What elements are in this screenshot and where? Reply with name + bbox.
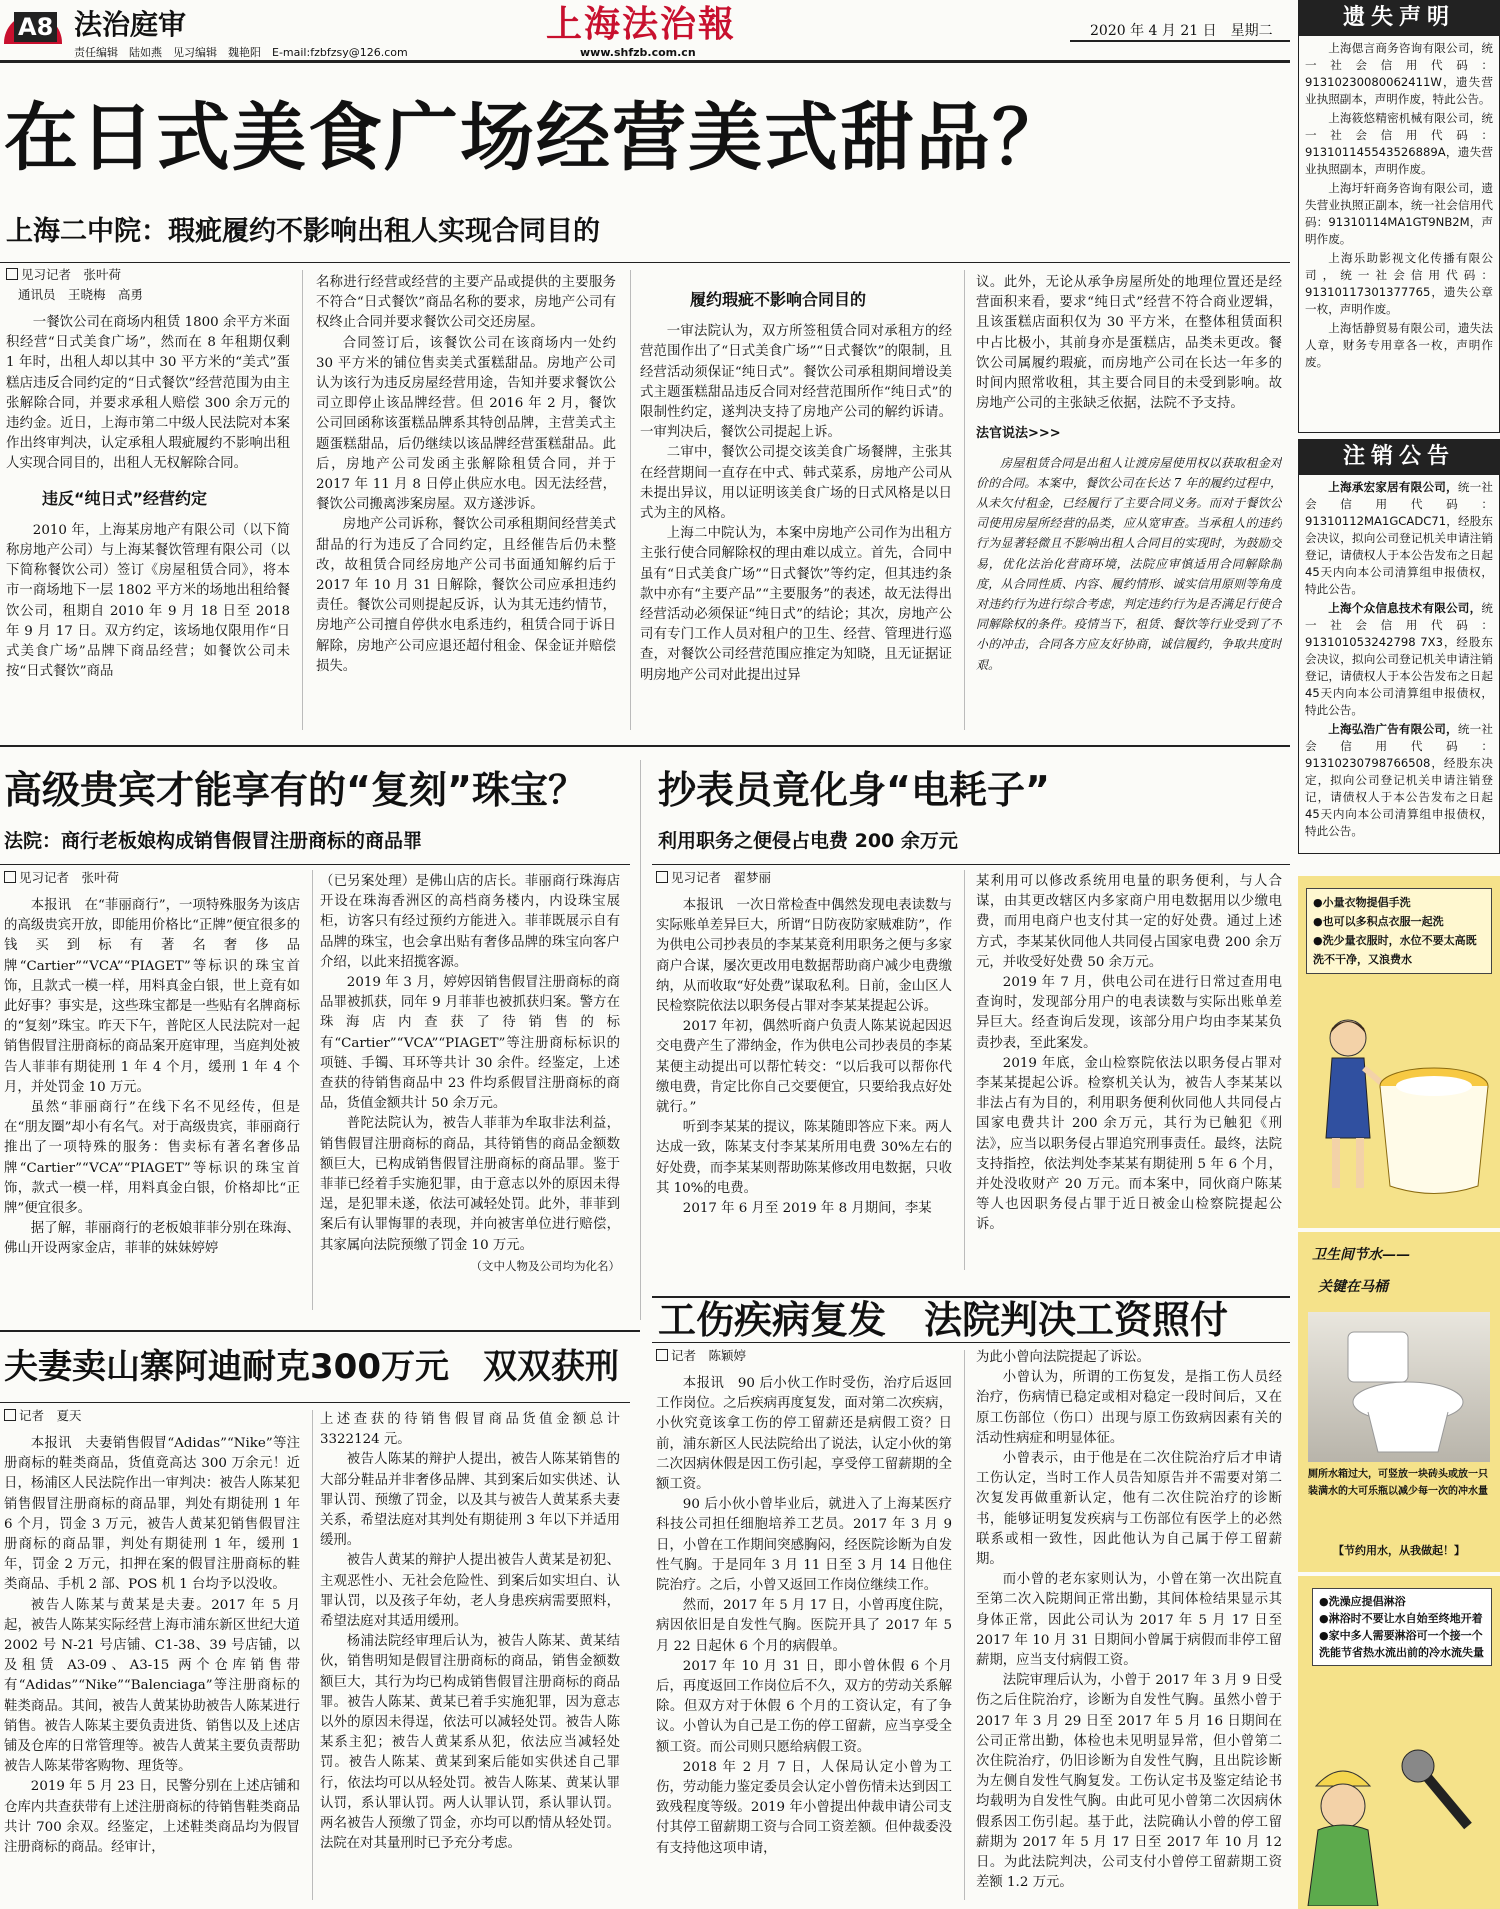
ad-heading-1: 卫生间节水—— (1312, 1247, 1410, 1263)
lost-notice-item: 上海圩轩商务咨询有限公司，遗失营业执照正副本，统一社会信用代码：91310114MA1GT9NB2M，声明作废。 (1305, 181, 1493, 246)
ad-slogan: 【节约用水，从我做起！】 (1333, 1544, 1465, 1557)
lead-paragraph: 名称进行经营或经营的主要产品或提供的主要服务不符合“日式餐饮”商品名称的要求，房地产公司有权终止合同并要求餐饮公司交还房屋。 (316, 275, 616, 331)
meter-headline: 抄表员竟化身“电耗子” (658, 768, 1050, 812)
cancel-notice-title: 注销公告 (1298, 439, 1500, 475)
adidas-deck-rule (0, 1402, 630, 1403)
lost-notice-item: 上海恬静贸易有限公司，遗失法人章，财务专用章各一枚，声明作废。 (1305, 321, 1493, 369)
page-number-badge (4, 6, 62, 44)
meter-deck-rule (652, 864, 1290, 865)
adidas-paragraph: 被告人陈某的辩护人提出，被告人陈某销售的大部分鞋品并非奢侈品牌、其到案后如实供述、认罪认罚、预缴了罚金，以及其与被告人黄某系夫妻关系，希望法庭对其判处有期徒刑 3 年以下并适用缓刑。 (320, 1452, 620, 1549)
column-divider (312, 1410, 313, 1900)
cancel-company-name: 上海弘浩广告有限公司， (1328, 722, 1458, 736)
lead-paragraph: 二审中，餐饮公司提交该美食广场餐牌，主张其在经营期间一直存在中式、韩式菜系，房地产公司从未提出异议，用以证明该美食广场的日式风格是以日式为主的风格。 (640, 445, 952, 522)
lost-notice-item: 上海筱悠精密机械有限公司，统一社会信用代码：913101145543526889A，遗失营业执照副本，声明作废。 (1305, 111, 1493, 176)
ad-tip: ●洗少量衣服时，水位不要太高既洗不干净，又浪费水 (1313, 934, 1477, 966)
injury-paragraph: 小曾表示，由于他是在二次住院治疗后才申请工伤认定，当时工作人员告知原告并不需要对第二次复发再做重新认定，他有二次住院治疗的诊断书，能够证明复发疾病与工伤部位有医学上的必然联系或相一致性，因此他认为自己属于停工留薪期。 (976, 1451, 1282, 1568)
jewelry-column-2 (320, 872, 620, 1332)
adidas-paragraph: 2019 年 5 月 23 日，民警分别在上述店铺和仓库内共查获带有上述注册商标的待销售鞋类商品共计 700 余双。经鉴定，上述鞋类商品均为假冒注册商标的商品。经审计， (4, 1779, 300, 1856)
adidas-byline (4, 1406, 300, 1426)
issue-date: 2020 年 4 月 21 日 星期二 (1090, 23, 1273, 39)
lost-notice-title: 遗失声明 (1298, 0, 1500, 36)
jewelry-deck: 法院：商行老板娘构成销售假冒注册商标的商品罪 (4, 830, 423, 852)
toilet-icon (1308, 1312, 1490, 1462)
meter-deck: 利用职务之便侵占电费 200 余万元 (658, 830, 958, 852)
adidas-reporter: 记者 夏天 (19, 1408, 82, 1423)
lead-subhead-2: 履约瑕疵不影响合同目的 (690, 290, 867, 309)
meter-paragraph: 2019 年 7 月，供电公司在进行日常过查用电查询时，发现部分用户的电表读数与实际出账单差异巨大。经查询后发现，该部分用户均由李某某负责抄表，至此案发。 (976, 975, 1282, 1051)
lost-notice-item: 上海乐助影视文化传播有限公司，统一社会信用代码：91310117301377765，遗失公章一枚，声明作废。 (1305, 251, 1493, 316)
injury-paragraph: 然而，2017 年 5 月 17 日，小曾再度住院，病因依旧是自发性气胸。医院开具了 2017 年 5 月 22 日起休 6 个月的病假单。 (656, 1598, 952, 1654)
adidas-headline: 夫妻卖山寨阿迪耐克300万元 双双获刑 (4, 1347, 619, 1387)
jewelry-byline (4, 868, 300, 888)
lost-notice-item: 上海偲言商务咨询有限公司，统一社会信用代码：91310230080062411W，遗失营业执照副本，声明作废，特此公告。 (1305, 41, 1493, 106)
column-divider (964, 870, 965, 1270)
lead-paragraph: 2010 年，上海某房地产有限公司（以下简称房地产公司）与上海某餐饮管理有限公司（以下简称餐饮公司）签订《房屋租赁合同》，将本市一商场地下一层 1802 平方米的场地出租给餐饮公司，租期自 2010 年 9 月 18 日至 2018 年 9 月 17 日。双方约定，该场地仅限用作“日式美食广场”品牌下商品经营；如餐饮公司未按“日式餐饮”商品 (6, 522, 290, 680)
lead-paragraph: 一餐饮公司在商场内租赁 1800 余平方米面积经营“日式美食广场”，然而在 8 年租期仅剩 1 年时，出租人却以其中 30 平方米的“美式”蛋糕店违反合同约定的“日式餐饮”经营范围为由主张解除合同，并要求承租人赔偿 300 余万元的违约金。近日，上海市第二中级人民法院对本案作出终审判决，认定承租人瑕疵履约不影响出租人实现合同目的，出租人无权解除合同。 (6, 315, 290, 472)
meter-paragraph: 2017 年 6 月至 2019 年 8 月期间，李某 (682, 1201, 932, 1217)
sidebar (1298, 0, 1500, 1909)
injury-paragraph: 本报讯 90 后小伙工作时受伤，治疗后返回工作岗位。之后疾病再度复发，面对第二次疾病，小伙究竟该拿工伤的停工留薪还是病假工资？日前，浦东新区人民法院给出了说法，认定小伙的第二次因病休假是因工伤引起，享受停工留薪期的全额工资。 (656, 1376, 952, 1493)
lead-reporter: 见习记者 张叶荷 (21, 267, 122, 282)
lead-subhead-1: 违反“纯日式”经营约定 (42, 488, 208, 508)
washing-machine-icon (1374, 1056, 1494, 1206)
cancel-company-name: 上海承宏家居有限公司， (1328, 480, 1458, 494)
injury-paragraph: 法院审理后认为，小曾于 2017 年 3 月 9 日受伤之后住院治疗，诊断为自发性气胸。虽然小曾于 2017 年 3 月 29 日至 2017 年 5 月 16 日期间在公司正常出勤，体检也未见明显异常，但小曾第二次住院治疗，仍旧诊断为自发性气胸，且出院诊断为左侧自发性气胸复发。工伤认定书及鉴定结论书均载明为自发性气胸。由此可见小曾第二次因病休假系因工伤引起。基于此，法院确认小曾的停工留薪期为 2017 年 5 月 17 日至 2017 年 10 月 12 日。为此法院判决，公司支付小曾停工留薪期工资差额 1.2 万元。 (976, 1673, 1282, 1891)
byline-square-icon (4, 871, 16, 883)
lead-paragraph: 上海二中院认为，本案中房地产公司作为出租方主张行使合同解除权的理由难以成立。首先，合同中虽有“日式美食广场”“日式餐饮”等约定，但其违约条款中亦有“主要产品”“主要服务”的表述，故无法得出经营活动必须保证“纯日式”的结论；其次，房地产公司有专门工作人员对租户的卫生、经营、管理进行巡查，对餐饮公司经营范围应推定为知晓，且无证据证明房地产公司对此提出过异 (640, 526, 952, 683)
jewelry-headline: 高级贵宾才能享有的“复刻”珠宝？ (4, 768, 586, 812)
lead-column-3 (640, 290, 952, 735)
water-saving-ad-shower (1298, 1576, 1500, 1909)
masthead-rule-thin (1070, 40, 1290, 42)
jewelry-paragraph: 虽然“菲丽商行”在线下名不见经传，但是在“朋友圈”却小有名气。对于高级贵宾，菲丽商行推出了一项特殊的服务：售卖标有著名奢侈品牌“Cartier”“VCA”“PIAGET”等标识的珠宝首饰，款式一模一样，用料真金白银，价格却比“正牌”便宜很多。 (4, 1100, 300, 1217)
cancel-company-name: 上海个众信息技术有限公司， (1328, 601, 1482, 615)
injury-paragraph: 为此小曾向法院提起了诉讼。 (976, 1350, 1151, 1365)
adidas-column-2 (320, 1410, 620, 1906)
cancel-notice-item (1305, 600, 1493, 719)
section-title: 法治庭审 (74, 8, 187, 41)
adidas-paragraph: 杨浦法院经审理后认为，被告人陈某、黄某结伙，销售明知是假冒注册商标的商品，销售金额数额巨大，其行为均已构成销售假冒注册商标的商品罪。被告人陈某、黄某已着手实施犯罪，因为意志以外的原因未得逞，依法可以减轻处罚。被告人陈某系主犯；被告人黄某系从犯，依法应当减轻处罚。被告人陈某、黄某到案后能如实供述自己罪行，依法均可以从轻处罚。被告人陈某、黄某认罪认罚，系认罪认罚。两人认罪认罚，系认罪认罚。两名被告人预缴了罚金，亦均可以酌情从轻处罚。法院在对其量刑时已予充分考虑。 (320, 1634, 620, 1852)
ad-heading-2: 关键在马桶 (1318, 1279, 1388, 1295)
lead-headline: 在日式美食广场经营美式甜品？ (4, 95, 1068, 181)
meter-paragraph: 本报讯 一次日常检查中偶然发现电表读数与实际账单差异巨大，所谓“日防夜防家贼难防”，作为供电公司抄表员的李某某竟利用职务之便与多家商户合谋，屡次更改用电数据帮助商户减少电费缴纳，从而收取“好处费”谋取私利。日前，金山区人民检察院依法以职务侵占罪对李某某提起公诉。 (656, 898, 952, 1015)
ad-tips-box (1312, 1588, 1492, 1666)
column-divider (302, 270, 303, 730)
lead-column-2 (316, 273, 616, 735)
ad-tips-box (1306, 888, 1492, 974)
injury-reporter: 记者 陈颖婷 (671, 1348, 747, 1363)
byline-square-icon (656, 871, 668, 883)
section-rule (0, 1330, 640, 1332)
masthead-rule (0, 60, 1290, 63)
jewelry-paragraph: 据了解，菲丽商行的老板娘菲菲分别在珠海、佛山开设两家金店，菲菲的妹妹婷婷 (4, 1221, 300, 1257)
lead-byline-2: 通讯员 王晓梅 高勇 (18, 287, 144, 302)
editors-line: 责任编辑 陆如燕 见习编辑 魏艳阳 E-mail:fzbfzsy@126.com (74, 46, 408, 59)
paper-url: www.shfzb.com.cn (580, 46, 696, 59)
cancel-notice-list (1298, 475, 1500, 854)
woman-shower-illustration (1298, 1746, 1500, 1906)
water-saving-ad-laundry (1298, 876, 1500, 1228)
column-divider (640, 760, 641, 1320)
column-divider (312, 870, 313, 1310)
meter-column-1 (656, 868, 952, 1288)
meter-paragraph: 听到李某某的提议，陈某随即答应下来。两人达成一致，陈某支付李某某所用电费 30%左右的好处费，而李某某则帮助陈某修改用电数据，只收其 10%的电费。 (656, 1120, 952, 1196)
lead-column-1 (6, 265, 290, 735)
lead-paragraph: 房地产公司诉称，餐饮公司承租期间经营美式甜品的行为违反了合同约定，且经催告后仍未整改，故租赁合同经房地产公司书面通知解约后于 2017 年 10 月 31 日解除，餐饮公司应承担违约责任。餐饮公司则提起反诉，认为其无违约情节，房地产公司擅自停供水电系违约，租赁合同于诉日解除，房地产公司应退还超付租金、保金证并赔偿损失。 (316, 517, 616, 674)
injury-paragraph: 小曾认为，所谓的工伤复发，是指工伤人员经治疗，伤病情已稳定或相对稳定一段时间后，又在原工伤部位（伤口）出现与原工伤致病因素有关的活动性病症和明显体征。 (976, 1370, 1282, 1446)
cancel-notice-text: 统一社会信用代码：913101053242798 7X3，经股东会决议，拟向公司登记机关申请注销登记，请债权人于本公告发布之日起45天内向本公司清算组申报债权，特此公告。 (1305, 601, 1493, 717)
byline-square-icon (4, 1409, 16, 1421)
adidas-paragraph: 上述查获的待销售假冒商品货值金额总计 3322124 元。 (320, 1412, 620, 1448)
jewelry-column-1 (4, 868, 300, 1328)
jewelry-paragraph: 本报讯 在“菲丽商行”，一项特殊服务为该店的高级贵宾开放，即能用价格比“正牌”便宜很多的钱买到标有著名奢侈品牌“Cartier”“VCA”“PIAGET”等标识的珠宝首饰，且款式一模一样，用料真金白银，世上竟有如此好事？事实是，这些珠宝都是一些贴有名牌商标的“复刻”珠宝。昨天下午，普陀区人民法院对一起销售假冒注册商标的商品案开庭审理，当庭判处被告人菲菲有期徒刑 1 年 4 个月，缓刑 1 年 4 个月，并处罚金 10 万元。 (4, 898, 300, 1095)
ad-tip: ●淋浴时不要让水自始至终地开着 (1319, 1612, 1483, 1625)
injury-paragraph: 2018 年 2 月 7 日，人保局认定小曾为工伤，劳动能力鉴定委员会认定小曾伤情未达到因工致残程度等级。2019 年小曾提出仲裁申请公司支付其停工留薪期工资与合同工资差额。但仲裁委没有支持他这项申请， (656, 1759, 952, 1856)
injury-paragraph: 90 后小伙小曾毕业后，就进入了上海某医疗科技公司担任细胞培养工艺员。2017 年 3 月 9 日，小曾在工作期间突感胸闷，经医院诊断为自发性气胸。于是同年 3 月 11 日至 3 月 14 日他住院治疗。之后，小曾又返回工作岗位继续工作。 (656, 1497, 952, 1594)
column-divider (964, 1350, 965, 1900)
jewelry-paragraph: （已另案处理）是佛山店的店长。菲丽商行珠海店开设在珠海香洲区的高档商务楼内，内设珠宝展柜，访客只有经过预约方能进入。菲菲既展示自有品牌的珠宝，也会拿出贴有奢侈品牌的珠宝向客户介绍，以此来招揽客源。 (320, 874, 620, 970)
adidas-column-1 (4, 1406, 300, 1906)
injury-paragraph: 而小曾的老东家则认为，小曾在第一次出院直至第二次入院期间正常出勤，其间体检结果显示其身体正常，因此公司认为 2017 年 5 月 17 日至 2017 年 10 月 31 日期间小曾属于病假而非停工留薪期，应当支付病假工资。 (976, 1572, 1282, 1669)
ad-tip: ●小量衣物提倡手洗 (1313, 896, 1411, 909)
jewelry-paragraph: 普陀法院认为，被告人菲菲为牟取非法利益，销售假冒注册商标的商品，其待销售的商品金额数额巨大，已构成销售假冒注册商标的商品罪。鉴于菲菲已经着手实施犯罪，由于意志以外的原因未得逞，是犯罪未遂，依法可减轻处罚。此外，菲菲到案后有认罪悔罪的表现，并向被害单位进行赔偿，其家属向法院预缴了罚金 10 万元。 (320, 1116, 620, 1253)
byline-square-icon (6, 268, 18, 280)
meter-paragraph: 2019 年底，金山检察院依法以职务侵占罪对李某某提起公诉。检察机关认为，被告人李某某以非法占有为目的，利用职务便利伙同他人共同侵占国家电费共计 200 余万元，其行为已触犯《刑法》，应当以职务侵占罪追究刑事责任。最终，法院支持指控，依法判处李某某有期徒刑 5 年 6 个月，并处没收财产 20 万元。而本案中，同伙商户陈某等人也因职务侵占罪于近日被金山检察院提起公诉。 (976, 1055, 1282, 1233)
injury-deck-rule (652, 1342, 1290, 1343)
injury-byline (656, 1346, 952, 1366)
ad-caption: 厕所水箱过大，可竖放一块砖头或放一只装满水的大可乐瓶以减少每一次的冲水量 (1308, 1469, 1488, 1497)
paper-name: 上海法治報 (546, 3, 737, 45)
cancel-notice-item (1305, 479, 1493, 598)
jewelry-paragraph: 2019 年 3 月，婷婷因销售假冒注册商标的商品罪被抓获，同年 9 月菲菲也被抓获归案。警方在珠海店内查获了待销售的标有“Cartier”“VCA”“PIAGET”等注册商标标识的项链、手镯、耳环等共计 30 余件。经鉴定，上述查获的待销售商品中 23 件均系假冒注册商标的商品，货值金额共计 50 余万元。 (320, 975, 620, 1112)
meter-paragraph: 2017 年初，偶然听商户负责人陈某说起因迟交电费产生了滞纳金，作为供电公司抄表员的李某某便主动提出可以帮忙转交：“以后我可以帮你代缴电费，肯定比你自己交要便宜，只要给我点好处就行。” (656, 1019, 952, 1116)
lead-deck: 上海二中院：瑕疵履约不影响出租人实现合同目的 (6, 216, 600, 247)
page-number: A8 (14, 12, 57, 42)
ad-tip: ●也可以多积点衣服一起洗 (1313, 915, 1444, 928)
jewelry-reporter: 见习记者 张叶荷 (19, 870, 120, 885)
jewelry-deck-rule (0, 864, 630, 865)
byline-square-icon (656, 1349, 668, 1361)
meter-column-2 (976, 872, 1282, 1290)
lead-column-4 (976, 273, 1282, 735)
injury-paragraph: 2017 年 10 月 31 日，即小曾休假 6 个月后，再度返回工作岗位后不久，双方的劳动关系解除。但双方对于休假 6 个月的工资认定，有了争议。小曾认为自己是工伤的停工留薪，应当享受全额工资。而公司则只愿给病假工资。 (656, 1658, 952, 1755)
toilet-photo (1308, 1312, 1490, 1462)
injury-column-1 (656, 1346, 952, 1906)
cancel-notice-text: 统一社会信用代码：91310230798766508，经股东决定，拟向公司登记机关申请注销登记，请债权人于本公告发布之日起45天内向本公司清算组申报债权，特此公告。 (1305, 722, 1493, 838)
cancel-notice-item (1305, 721, 1493, 840)
judge-says-label: 法官说法>>> (976, 426, 1061, 442)
lost-notice-list (1298, 36, 1500, 433)
adidas-paragraph: 本报讯 夫妻销售假冒“Adidas”“Nike”等注册商标的鞋类商品，货值竟高达 300 万余元！近日，杨浦区人民法院作出一审判决：被告人陈某犯销售假冒注册商标的商品罪，判处有期徒刑 1 年 6 个月，罚金 3 万元，被告人黄某犯销售假冒注册商标的商品罪，判处有期徒刑 1 年，缓刑 1 年，罚金 2 万元，扣押在案的假冒注册商标的鞋类商品、手机 2 部、POS 机 1 台均予以没收。 (4, 1436, 300, 1593)
lead-byline (6, 265, 290, 285)
adidas-paragraph: 被告人黄某的辩护人提出被告人黄某是初犯、主观恶性小、无社会危险性、到案后如实坦白、认罪认罚，以及孩子年幼，老人身患疾病需要照料，希望法庭对其适用缓刑。 (320, 1553, 620, 1630)
cancel-notice-text: 统一社会信用代码：91310112MA1GCADC71，经股东会决议，拟向公司登记机关申请注销登记，请债权人于本公告发布之日起45天内向本公司清算组申报债权，特此公告。 (1305, 480, 1493, 596)
column-divider (964, 270, 965, 730)
injury-column-2 (976, 1348, 1282, 1906)
injury-headline: 工伤疾病复发 法院判决工资照付 (658, 1298, 1229, 1342)
lead-paragraph: 合同签订后，该餐饮公司在该商场内一处约 30 平方米的铺位售卖美式蛋糕甜品。房地产公司认为该行为违反房屋经营用途，告知并要求餐饮公司立即停止该品牌经营。但 2016 年 2 月，餐饮公司回函称该蛋糕品牌系其特创品牌，主营美式主题蛋糕甜品，后仍继续以该品牌经营蛋糕甜品。此后，房地产公司发函主张解除租赁合同，并于 2017 年 11 月 8 日停止供应水电。因无法经营，餐饮公司搬离涉案房屋。双方遂涉诉。 (316, 335, 616, 513)
meter-paragraph: 某利用可以修改系统用电量的职务便利，与人合谋，由其更改辖区内多家商户用电数据用以少缴电费，而用电商户也支付其一定的好处费。通过上述方式，李某某伙同他人共同侵占国家电费 200 余万元，并收受好处费 50 余万元。 (976, 874, 1282, 970)
ad-tip: ●洗澡应提倡淋浴 (1319, 1595, 1406, 1608)
judge-commentary: 房屋租赁合同是出租人让渡房屋使用权以获取租金对价的合同。本案中，餐饮公司在长达 7 年的履约过程中，从未欠付租金，已经履行了主要合同义务。而对于餐饮公司使用房屋所经营的品类，应从宽审查。当承租人的违约行为显著轻微且不影响出租人合同目的实现时，为鼓励交易，优化法治化营商环境，法院应审慎适用合同解除制度，从合同性质、内容、履约情形、诚实信用原则等角度对违约行为进行综合考虑，判定违约行为是否满足行使合同解除权的条件。疫情当下，租赁、餐饮等行业受到了不小的冲击，合同各方应友好协商，诚信履约，争取共度时艰。 (976, 455, 1282, 672)
jewelry-name-note: （文中人物及公司均为化名） (470, 1258, 620, 1273)
lead-paragraph: 议。此外，无论从承争房屋所处的地理位置还是经营面积来看，要求“纯日式”经营不符合商业逻辑，且该蛋糕店面积仅为 30 平方米，在整体租赁面积中占比极小，其前身亦是蛋糕店，品类未更改。餐饮公司属履约瑕疵，而房地产公司在长达一年多的时间内照常收租，其主要合同目的未受到影响。故房地产公司的主张缺乏依据，法院不予支持。 (976, 275, 1282, 412)
section-rule (0, 745, 1290, 747)
meter-reporter: 见习记者 翟梦丽 (671, 870, 772, 885)
lead-paragraph: 一审法院认为，双方所签租赁合同对承租方的经营范围作出了“日式美食广场”“日式餐饮”的限制，且经营活动须保证“纯日式”。餐饮公司承租期间增设美式主题蛋糕甜品违反合同对经营范围所作“纯日式”的限制性约定，遂判决支持了房地产公司的解约诉请。一审判决后，餐饮公司提起上诉。 (640, 324, 952, 441)
ad-tip: ●家中多人需要淋浴可一个接一个洗能节省热水流出前的冷水流失量 (1319, 1629, 1484, 1659)
meter-byline (656, 868, 952, 888)
lead-deck-rule (0, 262, 1290, 263)
column-divider (630, 270, 631, 730)
adidas-paragraph: 被告人陈某与黄某是夫妻。2017 年 5 月起，被告人陈某实际经营上海市浦东新区世纪大道 2002 号 N-21 号店铺、C1-38、39 号店铺，以及租赁 A3-09、A3-15 两个仓库销售带有“Adidas”“Nike”“Balenciaga”等注册商标的鞋类商品。其间，被告人黄某协助被告人陈某进行销售。被告人陈某主要负责进货、销售以及上述店铺及仓库的日常管理等。被告人黄某主要负责帮助被告人陈某带客购物、理货等。 (4, 1597, 300, 1775)
water-saving-ad-toilet (1298, 1232, 1500, 1572)
